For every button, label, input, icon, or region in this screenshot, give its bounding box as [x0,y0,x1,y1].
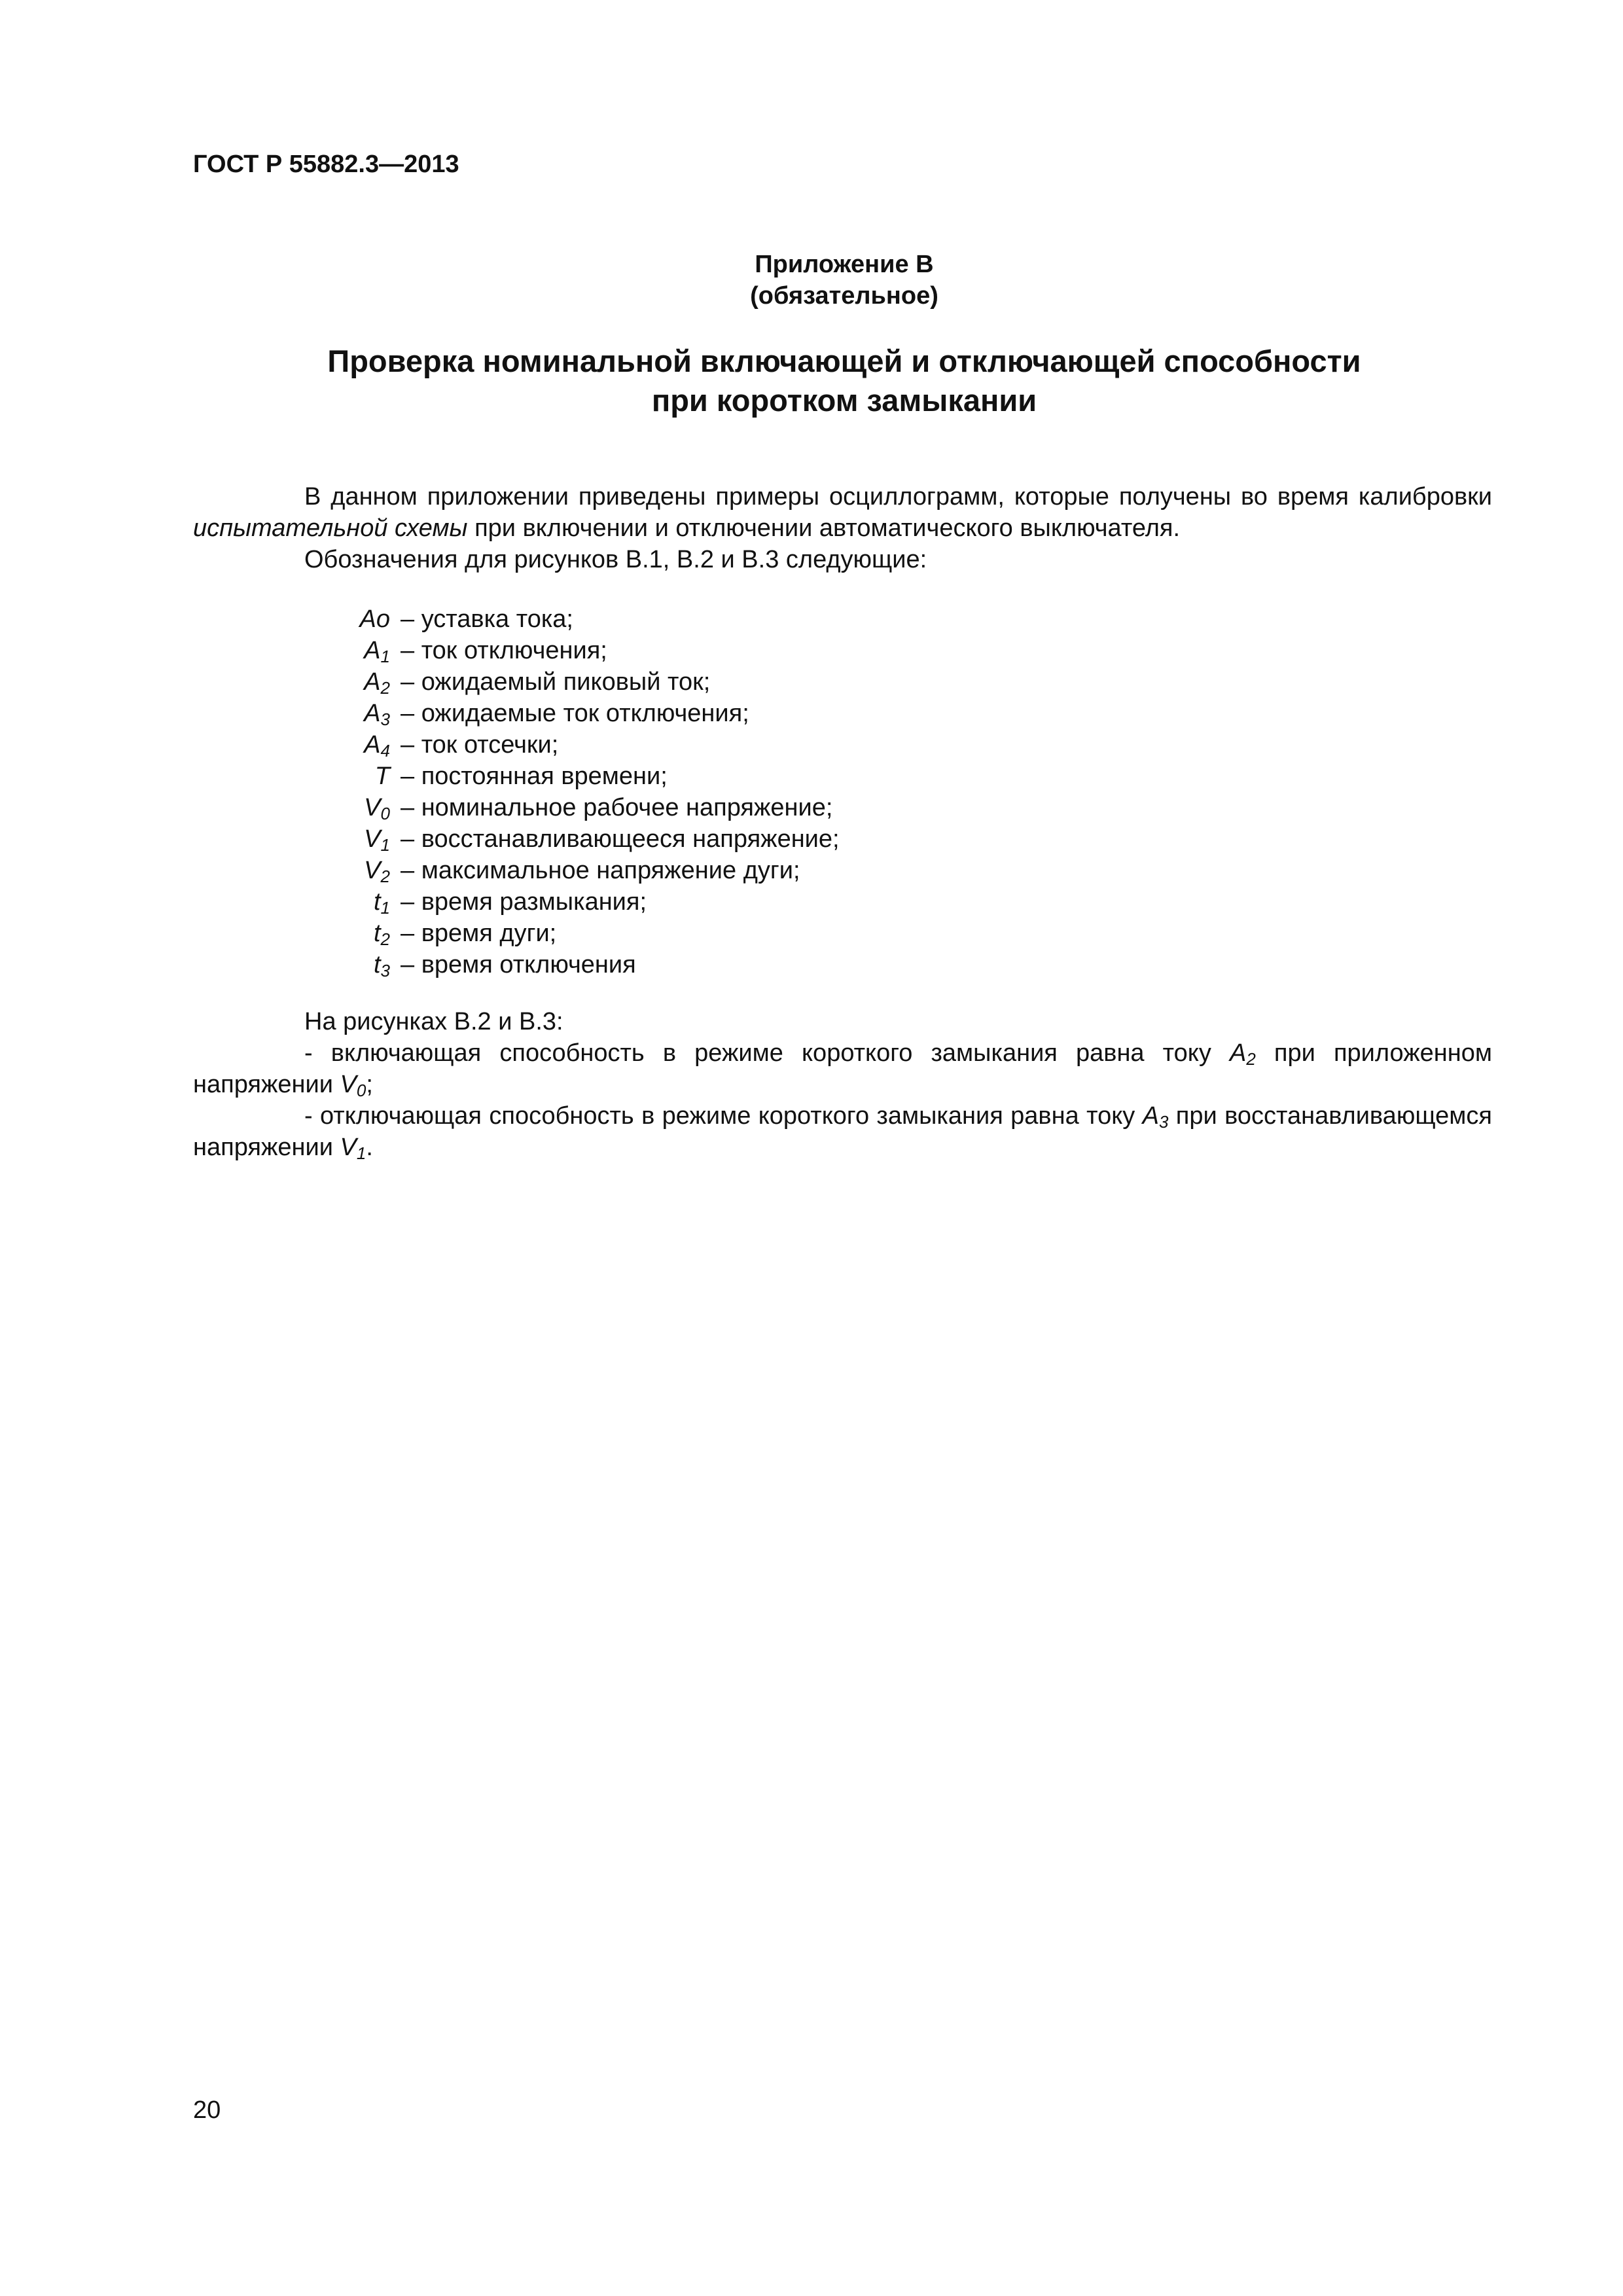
symbol-letter: V [364,825,381,853]
designation-row [327,698,840,729]
notes-item-1-start: - включающая способность в режиме короткого замыкания равна току [304,1039,1230,1067]
symbol-letter: A [364,700,381,727]
symbol-letter: T [374,762,390,790]
designation-description: – восстанавливающееся напряжение; [401,825,840,853]
appendix-heading [0,249,1623,312]
notes-item-1-end: ; [366,1071,373,1098]
designation-description: – номинальное рабочее напряжение; [401,794,833,821]
notes-item-2-end: . [366,1134,373,1161]
title-line-1: Проверка номинальной включающей и отключающей способности [327,344,1361,378]
symbol-subscript: 2 [1246,1049,1256,1069]
appendix-status: (обязательное) [750,282,938,310]
designations-intro: Обозначения для рисунков В.1, В.2 и В.3 следующие: [304,546,927,573]
symbol-subscript: 2 [380,678,390,698]
designation-symbol [327,949,398,980]
notes-item-2-symbol [1143,1102,1169,1130]
notes-item-2 [193,1100,1492,1163]
designation-symbol [327,823,398,855]
designation-description: – ожидаемые ток отключения; [401,700,749,727]
notes-section [193,1006,1492,1163]
notes-item-2-start: - отключающая способность в режиме короткого замыкания равна току [304,1102,1143,1130]
symbol-letter: V [364,794,381,821]
designation-description: – ток отсечки; [401,731,559,759]
symbol-letter: A [364,637,381,664]
appendix-label: Приложение В [755,251,934,278]
symbol-letter: t [373,920,381,947]
designation-symbol [327,761,398,792]
designation-symbol [327,792,398,823]
designation-symbol [327,886,398,918]
intro-paragraph [193,481,1492,544]
designation-row [327,603,840,635]
intro-section [193,481,1492,575]
designation-row [327,823,840,855]
symbol-letter: Ao [359,605,390,633]
symbol-letter: V [340,1134,357,1161]
symbol-subscript: 3 [380,709,390,729]
notes-item-1-mid: при приложенном напряжении [193,1039,1492,1098]
designation-description: – максимальное напряжение дуги; [401,857,800,884]
designation-symbol [327,603,398,635]
intro-text-end: при включении и отключении автоматического выключателя. [467,514,1181,542]
notes-item-1-symbol [1230,1039,1256,1067]
symbol-subscript: 4 [380,741,390,761]
designation-symbol [327,918,398,949]
designation-row [327,918,840,949]
document-code: ГОСТ Р 55882.3—2013 [193,151,459,178]
designation-row [327,729,840,761]
symbol-letter: t [373,951,381,978]
designation-symbol [327,855,398,886]
designation-row [327,886,840,918]
symbol-letter: t [373,888,381,916]
symbol-letter: A [1229,1039,1247,1067]
symbol-subscript: 1 [356,1143,366,1163]
page-number: 20 [193,2096,221,2124]
designation-row [327,792,840,823]
symbol-subscript: 0 [356,1081,366,1100]
symbol-letter: V [364,857,381,884]
designation-symbol [327,698,398,729]
designation-row [327,666,840,698]
designation-description: – ожидаемый пиковый ток; [401,668,711,696]
designation-row [327,761,840,792]
page-title [196,342,1492,420]
title-line-2: при коротком замыкании [651,383,1037,418]
intro-text-italic: испытательной схемы [193,514,468,542]
designation-symbol [327,666,398,698]
symbol-subscript: 3 [380,961,390,980]
designations-list [327,603,840,980]
intro-text-start: В данном приложении приведены примеры осциллограмм, которые получены во время калибровки [304,483,1492,511]
notes-item-2-mid: при восстанавливающемся напряжении [193,1102,1492,1161]
designation-description: – ток отключения; [401,637,607,664]
designation-description: – время размыкания; [401,888,647,916]
designation-symbol [327,729,398,761]
designation-description: – время отключения [401,951,636,978]
symbol-letter: V [340,1071,357,1098]
symbol-subscript: 2 [380,867,390,886]
designation-description: – время дуги; [401,920,557,947]
symbol-subscript: 0 [380,804,390,823]
symbol-subscript: 1 [380,835,390,855]
designation-description: – постоянная времени; [401,762,668,790]
symbol-subscript: 1 [380,647,390,666]
symbol-subscript: 1 [380,898,390,918]
symbol-letter: A [364,731,381,759]
notes-item-2-symbol-2 [340,1134,366,1161]
notes-item-1 [193,1037,1492,1100]
notes-heading: На рисунках В.2 и В.3: [304,1008,563,1035]
notes-item-1-symbol-2 [340,1071,366,1098]
designation-row [327,635,840,666]
designation-row [327,855,840,886]
designation-row [327,949,840,980]
symbol-subscript: 3 [1158,1112,1169,1132]
symbol-letter: A [364,668,381,696]
designation-description: – уставка тока; [401,605,573,633]
symbol-subscript: 2 [380,929,390,949]
designation-symbol [327,635,398,666]
symbol-letter: A [1142,1102,1159,1130]
